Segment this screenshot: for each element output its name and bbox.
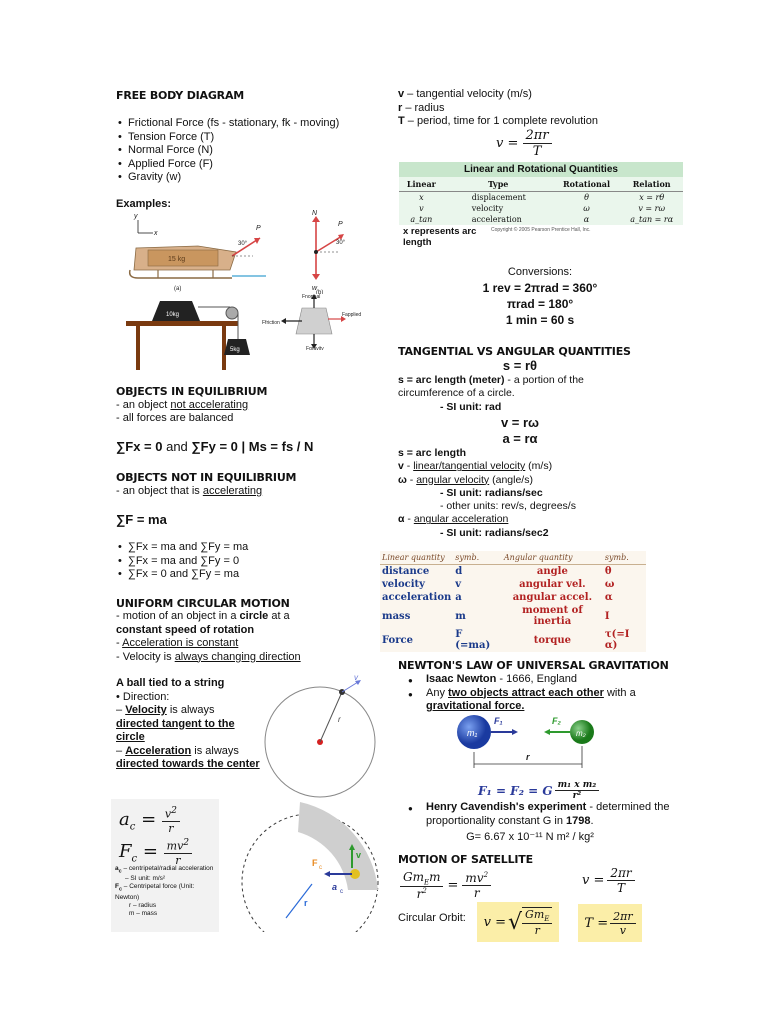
rot-definitions: v – tangential velocity (m/s) r – radius T – period, time for 1 complete revolution [398,88,598,127]
table-row: acceleration a angular accel. α [382,592,613,603]
svg-text:v: v [356,850,362,860]
ucm-title: UNIFORM CIRCULAR MOTION [116,597,290,610]
list-item: ● Any two objects attract each other with a gravitational force. [426,687,676,714]
fbd-b-caption: (b) [316,290,324,294]
satellite-title: MOTION OF SATELLITE [398,853,533,866]
force-trapezoid-diagram [262,292,368,350]
list-item: • Frictional Force (fs - stationary, fk - moving) [128,117,388,131]
list-item: • Gravity (w) [128,171,388,185]
neq-line-1: - an object that is accelerating [116,485,263,497]
table-header: Rotational [553,177,621,192]
tangential-title: TANGENTIAL VS ANGULAR QUANTITIES [398,345,631,358]
table-row: Force F (=ma) torque τ(=I α) [382,629,630,651]
fbd-w-label: w [312,285,318,292]
sled-diagram [128,208,268,294]
circular-orbit-label: Circular Orbit: [398,912,466,924]
list-item: • Normal Force (N) [128,144,388,158]
g-constant: G= 6.67 x 10⁻¹¹ N m² / kg² [466,831,594,843]
x-note: x represents arc length [403,226,477,248]
arc-definition: s = arc length (meter) - a portion of the circumference of a circle. [398,374,584,400]
force-list [118,117,388,185]
circular-motion-diagram [220,800,382,932]
list-item: • Applied Force (F) [128,158,388,172]
cavendish-list [398,801,682,828]
table-header: Relation [620,177,683,192]
si-rad: - SI unit: rad [440,401,502,413]
sled-mass-label: 15 kg [168,256,186,263]
fbd-title: FREE BODY DIAGRAM [116,89,244,102]
sled-angle-label: 30° [238,241,248,247]
table-row: velocity v angular vel. ω [382,579,615,590]
ucm-text: - motion of an object in a circle at a constant speed of rotation - Acceleration is constant - Velocity is always changing direction [116,610,301,663]
neq-formula: ∑F = ma [116,512,167,527]
svg-text:F: F [312,858,318,868]
svg-text:c: c [319,865,322,871]
table-header: Type [444,177,553,192]
centripetal-formula-box: $a_c$ = $\frac{v^2}{r}$ $F_c$ = $\frac{mv^2}{r}$ $a_c$ – centripetal/radial acceleration – SI unit: m/s² $F_c$ – Centripetal force (Unit: Newton) r – radius m – mass [111,799,219,932]
eq-line-1: - an object not accelerating [116,399,249,411]
gravitation-formula: F₁ = F₂ = G $\frac{\text{m₁ x m₂}}{\text{r²}}$ [478,780,599,801]
fbd-p-label: P [338,221,343,228]
neq-list [118,541,368,582]
svg-text:c: c [340,889,343,895]
r-label: r [526,752,530,762]
table-title: Linear and Rotational Quantities [399,162,683,177]
f-normal-label: Fnormal [302,294,321,300]
list-item: • ∑Fx = 0 and ∑Fy = ma [128,568,368,582]
m2-label: m₂ [576,729,586,738]
fbd-b-diagram [296,208,366,294]
fbd-n-label: N [312,210,318,217]
svg-text:x: x [154,230,158,237]
list-item: • ∑Fx = ma and ∑Fy = ma [128,541,368,555]
satellite-velocity-formula: v = $\frac{2\pi r}{T}$ [582,866,635,895]
svg-text:r: r [304,898,308,908]
mass-5kg-label: 5kg [230,347,240,353]
tangential-defs: s = arc length v - linear/tangential velocity (m/s) ω - angular velocity (angle/s) - SI unit: radians/sec - other units: rev/s, degrees/s α - angular acceleration - SI unit: radians/sec2 [398,447,576,539]
linear-rotational-table [399,162,683,249]
ball-circle-diagram [262,672,382,800]
sled-force-label: P [256,225,261,232]
f-friction-label: Ffriction [262,320,280,326]
table-row: a_tan acceleration α a_tan = rα [410,215,674,224]
tangential-formulas: v = rω a = rα [500,415,540,446]
examples-label: Examples: [116,198,172,210]
list-item: ● Isaac Newton - 1666, England [426,673,676,687]
f-applied-label: Fapplied [342,312,362,318]
aq-header: Linear quantity [380,551,453,565]
copyright: Copyright © 2005 Pearson Prentice Hall, Inc. [491,227,591,233]
aq-header: symb. [603,551,646,565]
conversions-label: Conversions: [507,266,573,278]
satellite-force-formula: $\frac{Gm_Em}{r^2}$ = $\frac{mv^2}{r}$ [400,870,491,901]
eq-formula: ∑Fx = 0 and ∑Fy = 0 | Ms = fs / N [116,439,314,454]
f1-label: F₁ [494,716,503,726]
conversions-list: 1 rev = 2πrad = 360° πrad = 180° 1 min = 60 s [482,281,598,327]
tangential-velocity-formula: v = $\frac{2\pi r}{T}$ [496,128,552,159]
table-row: v velocity ω v = rω [419,204,666,213]
table-row: mass m moment of inertia I [382,605,610,627]
table-pulley-diagram [122,295,252,371]
m1-label: m₁ [467,728,478,738]
mass-10kg-label: 10kg [166,312,180,318]
aq-header: symb. [453,551,502,565]
list-item: • Tension Force (T) [128,131,388,145]
svg-text:y: y [134,213,138,220]
not-equilibrium-title: OBJECTS NOT IN EQUILIBRIUM [116,471,297,484]
table-row: x displacement θ x = rθ [419,193,665,202]
sled-caption: (a) [174,286,182,292]
gravitation-list [398,673,676,714]
list-item: • ∑Fx = ma and ∑Fy = 0 [128,555,368,569]
aq-header: Angular quantity [502,551,603,565]
table-header: Linear [399,177,444,192]
orbit-period-formula: T = $\frac{2\pi r}{v}$ [578,904,642,942]
f2-label: F₂ [552,716,561,726]
gravitation-title: NEWTON'S LAW OF UNIVERSAL GRAVITATION [398,659,669,672]
svg-text:a: a [332,882,338,892]
fbd-angle-label: 30° [336,240,346,246]
ball-r-label: r [338,715,341,724]
orbit-velocity-formula: v = √ $\frac{Gm_E}{r}$ [477,902,559,942]
table-row: distance d angle θ [382,566,612,577]
arc-formula: s = rθ [502,358,538,373]
gravitation-diagram [452,712,608,782]
ball-string-text: A ball tied to a string • Direction: – Velocity is always directed tangent to the circle – Acceleration is always directed towards the center [116,677,260,770]
eq-line-2: - all forces are balanced [116,412,234,424]
list-item: ● Henry Cavendish's experiment - determined the proportionality constant G in 1798. [426,801,682,828]
ball-v-label: v [354,673,358,682]
f-gravity-label: Fgravity [306,346,324,350]
equilibrium-title: OBJECTS IN EQUILIBRIUM [116,385,268,398]
angular-quantity-table [380,551,646,652]
